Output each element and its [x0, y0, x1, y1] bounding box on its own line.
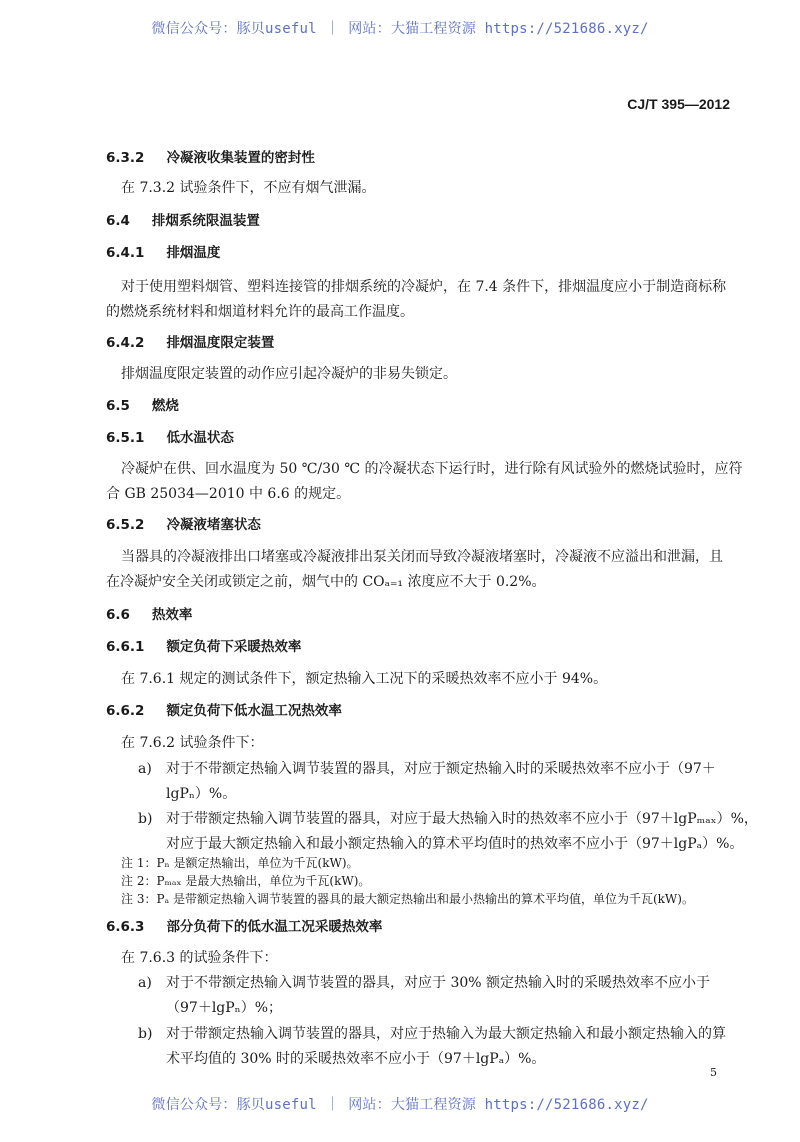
paragraph-line: 当器具的冷凝液排出口堵塞或冷凝液排出泵关闭而导致冷凝液堵塞时，冷凝液不应溢出和泄漏，且: [121, 549, 723, 565]
section-title: 冷凝液收集装置的密封性: [166, 150, 315, 166]
section-number: 6.4.1: [106, 245, 145, 261]
section-heading: [106, 702, 342, 720]
section-number: 6.4: [106, 213, 130, 229]
watermark-bottom: 微信公众号：豚贝useful ｜ 网站：大猫工程资源 https://521686.xyz/: [151, 1097, 649, 1113]
section-number: 6.5: [106, 398, 130, 414]
paragraph-line: 的燃烧系统材料和烟道材料允许的最高工作温度。: [106, 304, 414, 320]
note: 注 3：Pₐ 是带额定热输入调节装置的器具的最大额定热输出和最小热输出的算术平均值，单位为千瓦(kW)。: [121, 892, 694, 906]
standard-number: CJ/T 395—2012: [627, 96, 730, 112]
section-number: 6.6: [106, 607, 130, 623]
section-heading: [106, 212, 260, 230]
paragraph-line: lgPₙ）%。: [166, 786, 237, 802]
section-title: 排烟温度限定装置: [166, 335, 275, 351]
section-title: 排烟温度: [166, 245, 221, 261]
section-heading: [106, 516, 261, 534]
section-title: 额定负荷下采暖热效率: [166, 639, 302, 655]
list-label: a): [138, 975, 152, 991]
paragraph-line: 对应于最大额定热输入和最小额定热输入的算术平均值时的热效率不应小于（97＋lgPₐ）%。: [166, 836, 744, 852]
section-number: 6.6.3: [106, 919, 145, 935]
list-label: b): [138, 1026, 153, 1042]
paragraph-line: （97＋lgPₙ）%；: [166, 1000, 283, 1016]
section-heading: [106, 606, 192, 624]
section-number: 6.6.2: [106, 703, 145, 719]
section-title: 排烟系统限温装置: [151, 213, 260, 229]
section-title: 部分负荷下的低水温工况采暖热效率: [166, 919, 383, 935]
section-number: 6.4.2: [106, 335, 145, 351]
paragraph-line: 在 7.3.2 试验条件下，不应有烟气泄漏。: [121, 180, 376, 196]
section-title: 低水温状态: [166, 430, 234, 446]
section-heading: [106, 638, 301, 656]
list-text: 对于带额定热输入调节装置的器具，对应于最大热输入时的热效率不应小于（97＋lgPₘₐₓ）%，: [166, 811, 758, 827]
watermark-top: 微信公众号：豚贝useful ｜ 网站：大猫工程资源 https://521686.xyz/: [151, 21, 649, 37]
section-title: 冷凝液堵塞状态: [166, 517, 261, 533]
paragraph-line: 在 7.6.3 的试验条件下：: [121, 950, 278, 966]
paragraph-line: 合 GB 25034—2010 中 6.6 的规定。: [106, 486, 351, 502]
section-number: 6.3.2: [106, 150, 145, 166]
paragraph-line: 在冷凝炉安全关闭或锁定之前，烟气中的 COₐ₌₁ 浓度应不大于 0.2%。: [106, 574, 546, 590]
section-heading: [106, 918, 382, 936]
section-title: 热效率: [151, 607, 193, 623]
list-text: 对于不带额定热输入调节装置的器具，对应于 30% 额定热输入时的采暖热效率不应小于: [166, 975, 711, 991]
paragraph-line: 在 7.6.1 规定的测试条件下，额定热输入工况下的采暖热效率不应小于 94%。: [121, 671, 608, 687]
paragraph-line: 术平均值的 30% 时的采暖热效率不应小于（97＋lgPₐ）%。: [166, 1051, 546, 1067]
list-label: b): [138, 811, 153, 827]
list-text: 对于不带额定热输入调节装置的器具，对应于额定热输入时的采暖热效率不应小于（97＋: [166, 761, 716, 777]
list-item: [138, 760, 716, 778]
section-number: 6.5.2: [106, 517, 145, 533]
section-heading: [106, 149, 315, 167]
list-item: [138, 974, 710, 992]
section-title: 额定负荷下低水温工况热效率: [166, 703, 342, 719]
section-number: 6.5.1: [106, 430, 145, 446]
note: 注 2：Pₘₐₓ 是最大热输出，单位为千瓦(kW)。: [121, 874, 371, 888]
page-number: 5: [710, 1066, 717, 1079]
paragraph-line: 排烟温度限定装置的动作应引起冷凝炉的非易失锁定。: [121, 366, 457, 382]
list-item: [138, 810, 758, 828]
paragraph-line: 对于使用塑料烟管、塑料连接管的排烟系统的冷凝炉，在 7.4 条件下，排烟温度应小于制造商标称: [121, 279, 727, 295]
list-text: 对于带额定热输入调节装置的器具，对应于热输入为最大额定热输入和最小额定热输入的算: [166, 1026, 726, 1042]
list-label: a): [138, 761, 152, 777]
section-title: 燃烧: [151, 398, 179, 414]
paragraph-line: 冷凝炉在供、回水温度为 50 ℃/30 ℃ 的冷凝状态下运行时，进行除有风试验外的燃烧试验时，应符: [121, 461, 743, 477]
section-heading: [106, 397, 179, 415]
list-item: [138, 1025, 726, 1043]
paragraph-line: 在 7.6.2 试验条件下：: [121, 735, 264, 751]
section-number: 6.6.1: [106, 639, 145, 655]
note: 注 1：Pₙ 是额定热输出，单位为千瓦(kW)。: [121, 856, 359, 870]
section-heading: [106, 334, 274, 352]
section-heading: [106, 244, 220, 262]
section-heading: [106, 429, 234, 447]
